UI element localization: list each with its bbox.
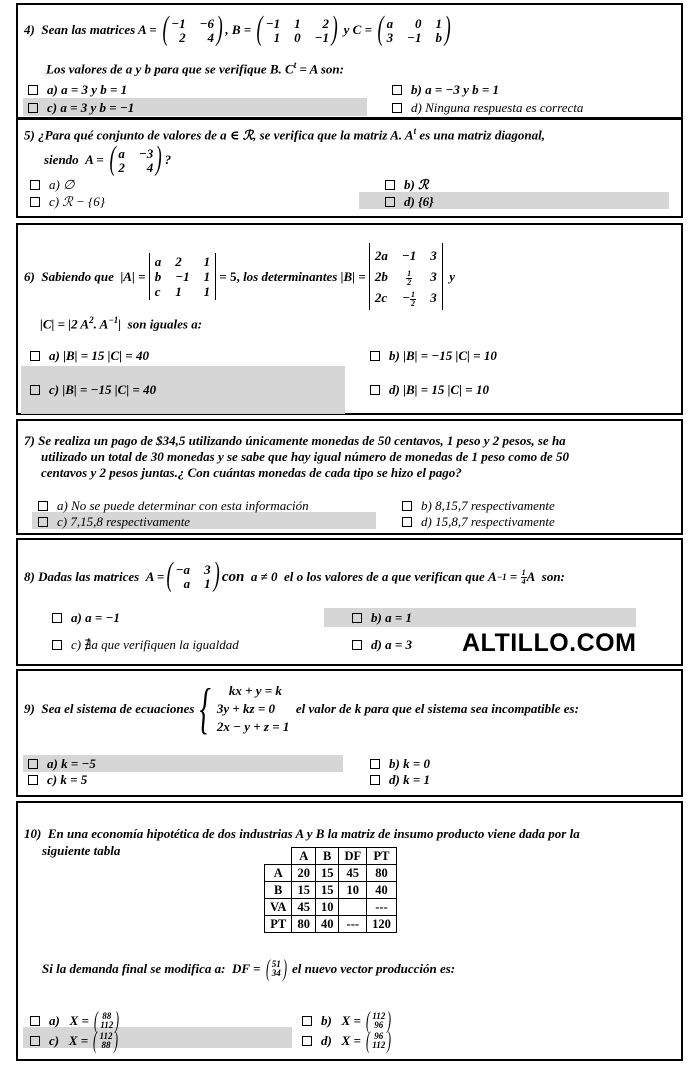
q10-statement: 10) En una economía hipotética de dos industrias A y B la matriz de insumo producto viene dada por la siguiente tabla xyxy=(24,826,580,858)
checkbox-icon[interactable] xyxy=(392,85,402,95)
checkbox-icon[interactable] xyxy=(30,197,40,207)
q6-statement: 6) Sabiendo que |A| = a 2 1 b −1 1 c 1 1 = 5, los determinantes |B| = 2a −1 3 2b $\frac{1}{2}$ 3 2c − $\frac{1}{2}$ 3 y xyxy=(24,243,455,310)
question-7-box xyxy=(16,419,683,535)
brace-icon: { xyxy=(200,678,212,740)
q4-option-d[interactable]: d) Ninguna respuesta es correcta xyxy=(392,100,583,116)
checkbox-icon[interactable] xyxy=(30,1036,40,1046)
q4-matrix-b: ( −1 1 2 1 0 −1 ) xyxy=(256,10,338,47)
checkbox-icon[interactable] xyxy=(30,180,40,190)
q9-option-b[interactable]: b) k = 0 xyxy=(370,756,430,772)
checkbox-icon[interactable] xyxy=(392,103,402,113)
q6-option-a[interactable]: a) |B| = 15 |C| = 40 xyxy=(30,348,149,364)
q4-option-c[interactable]: c) a = 3 y b = −1 xyxy=(28,100,134,116)
table-row: VA 45 10 --- xyxy=(265,899,397,916)
q7-option-c[interactable]: c) 7,15,8 respectivamente xyxy=(38,514,190,530)
checkbox-icon[interactable] xyxy=(370,775,380,785)
q8-option-c[interactable]: c) ∄a que verifiquen la igualdad xyxy=(52,637,239,653)
checkbox-icon[interactable] xyxy=(52,613,62,623)
checkbox-icon[interactable] xyxy=(30,351,40,361)
question-5-box xyxy=(16,118,683,218)
checkbox-icon[interactable] xyxy=(370,351,380,361)
q5-statement: 5) ¿Para qué conjunto de valores de a ∈ ℛ, se verifica que la matriz A. $A^t$ es una matriz diagonal, xyxy=(24,126,546,143)
q4-option-b[interactable]: b) a = −3 y b = 1 xyxy=(392,82,499,98)
q4-option-a[interactable]: a) a = 3 y b = 1 xyxy=(28,82,127,98)
q9-option-a[interactable]: a) k = −5 xyxy=(28,756,96,772)
q8-option-d[interactable]: d) a = 3 xyxy=(352,637,412,653)
checkbox-icon[interactable] xyxy=(38,517,48,527)
q6-line2: |C| = |2 $A^2$. $A^{-1}|$ son iguales a: xyxy=(40,315,203,332)
question-10-box xyxy=(16,801,683,1061)
checkbox-icon[interactable] xyxy=(402,517,412,527)
q6-determinant-b: 2a −1 3 2b $\frac{1}{2}$ 3 2c − $\frac{1}{2}$ 3 xyxy=(369,243,443,310)
table-row: PT 80 40 --- 120 xyxy=(265,916,397,933)
q7-option-d[interactable]: d) 15,8,7 respectivamente xyxy=(402,514,555,530)
altillo-logo: ALTILLO.COM xyxy=(462,629,637,657)
q6-option-d[interactable]: d) |B| = 15 |C| = 10 xyxy=(370,382,489,398)
q5-option-a[interactable]: a) ∅ xyxy=(30,177,74,193)
q5-option-d[interactable]: d) {6} xyxy=(385,194,434,210)
q10-option-d[interactable]: d) X = ( 96 112 ) xyxy=(302,1029,393,1053)
checkbox-icon[interactable] xyxy=(302,1036,312,1046)
checkbox-icon[interactable] xyxy=(52,640,62,650)
checkbox-icon[interactable] xyxy=(30,1016,40,1026)
checkbox-icon[interactable] xyxy=(370,759,380,769)
checkbox-icon[interactable] xyxy=(28,85,38,95)
table-row: B 15 15 10 40 xyxy=(265,882,397,899)
q5-matrix-a: ( a −3 2 4 ) xyxy=(109,140,163,177)
checkbox-icon[interactable] xyxy=(30,385,40,395)
checkbox-icon[interactable] xyxy=(28,759,38,769)
table-row: A 20 15 45 80 xyxy=(265,865,397,882)
question-4-box xyxy=(16,3,683,119)
checkbox-icon[interactable] xyxy=(370,385,380,395)
q7-option-b[interactable]: b) 8,15,7 respectivamente xyxy=(402,498,555,514)
q5-matrix-line: siendo A = ( a −3 2 4 ) ? xyxy=(44,140,172,177)
q10-df-vector: ( 51 34 ) xyxy=(265,956,287,982)
checkbox-icon[interactable] xyxy=(352,640,362,650)
q9-option-d[interactable]: d) k = 1 xyxy=(370,772,430,788)
question-8-box xyxy=(16,538,683,666)
q10-option-b[interactable]: b) X = ( 112 96 ) xyxy=(302,1009,393,1033)
q8-statement: 8) Dadas las matrices A = ( −a 3 a 1 ) con a ≠ 0 el o los valores de a que verifican que A −1 = $\frac{1}{4}$ A son: xyxy=(24,556,565,593)
q4-statement: 4) Sean las matrices A = ( −1 −6 2 4 ) , B = ( −1 1 2 1 0 −1 ) y C = ( a 0 1 3 −1 b ) xyxy=(24,16,453,46)
checkbox-icon[interactable] xyxy=(352,613,362,623)
q4-stem: Los valores de a y b para que se verifique B. $C^t = A$ son: xyxy=(46,60,344,77)
q10-option-c[interactable]: c) X = ( 112 88 ) xyxy=(30,1029,120,1053)
checkbox-icon[interactable] xyxy=(402,501,412,511)
q10-option-a[interactable]: a) X = ( 88 112 ) xyxy=(30,1009,121,1033)
q9-equation-system: kx + y = k 3y + kz = 0 2x − y + z = 1 xyxy=(216,683,290,734)
q8-option-b[interactable]: b) a = 1 xyxy=(352,610,412,626)
checkbox-icon[interactable] xyxy=(385,197,395,207)
q5-option-c[interactable]: c) ℛ − {6} xyxy=(30,194,105,210)
q9-statement: 9) Sea el sistema de ecuaciones { kx + y = k 3y + kz = 0 2x − y + z = 1 el valor de k para que el sistema sea incompatible es: xyxy=(24,678,579,740)
q4-matrix-c: ( a 0 1 3 −1 b ) xyxy=(377,10,451,47)
checkbox-icon[interactable] xyxy=(302,1016,312,1026)
checkbox-icon[interactable] xyxy=(28,103,38,113)
checkbox-icon[interactable] xyxy=(28,775,38,785)
q5-option-b[interactable]: b) ℛ xyxy=(385,177,428,193)
checkbox-icon[interactable] xyxy=(385,180,395,190)
q4-matrix-a: ( −1 −6 2 4 ) xyxy=(162,10,223,47)
q6-option-b[interactable]: b) |B| = −15 |C| = 10 xyxy=(370,348,497,364)
question-9-box xyxy=(16,669,683,797)
q6-option-c[interactable]: c) |B| = −15 |C| = 40 xyxy=(30,382,156,398)
question-6-box xyxy=(16,223,683,415)
q7-option-a[interactable]: a) No se puede determinar con esta información xyxy=(38,498,309,514)
table-row: A B DF PT xyxy=(265,848,397,865)
q9-option-c[interactable]: c) k = 5 xyxy=(28,772,87,788)
q8-option-a[interactable]: a) a = −1 xyxy=(52,610,120,626)
q6-determinant-a: a 2 1 b −1 1 c 1 1 xyxy=(149,253,216,300)
q10-demand-line: Si la demanda final se modifica a: DF = ( 51 34 ) el nuevo vector producción es: xyxy=(42,956,456,982)
q8-matrix-a: ( −a 3 a 1 ) xyxy=(166,556,220,593)
input-output-table xyxy=(264,847,397,933)
q7-statement: 7) Se realiza un pago de $34,5 utilizando únicamente monedas de 50 centavos, 1 peso y 2 pesos, se ha utilizado un total de 30 monedas y se sabe que hay igual número de monedas de 1 peso como de 50 centavos y 2 pesos juntas.¿ Con cuántas monedas de cada tipo se hizo el pago? xyxy=(24,433,569,480)
checkbox-icon[interactable] xyxy=(38,501,48,511)
